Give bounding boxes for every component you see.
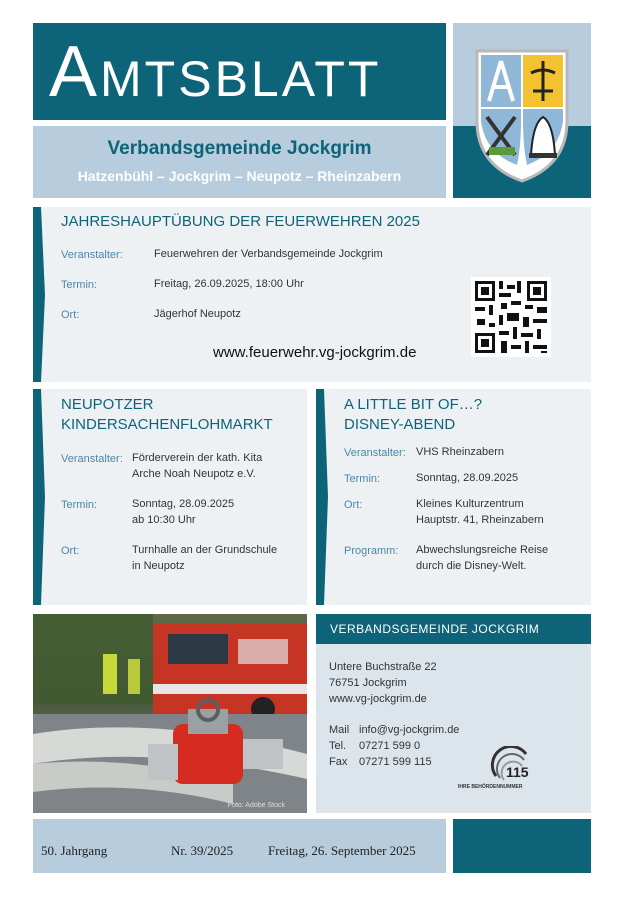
masthead-title-initial: A bbox=[49, 32, 101, 112]
event-row-label: Ort: bbox=[344, 499, 363, 511]
contact-header bbox=[316, 614, 591, 644]
contact-tel: 07271 599 0 bbox=[359, 740, 421, 752]
municipality-banner bbox=[33, 126, 446, 198]
event-row-label: Termin: bbox=[344, 473, 381, 485]
event-row-label: Termin: bbox=[61, 279, 98, 291]
event-card-disney bbox=[316, 389, 591, 605]
event-title: JAHRESHAUPTÜBUNG DER FEUERWEHREN 2025 bbox=[61, 213, 420, 230]
fire-hydrant-photo bbox=[33, 614, 307, 813]
event-website-link[interactable]: www.feuerwehr.vg-jockgrim.de bbox=[213, 344, 417, 361]
event-row-value: Turnhalle an der Grundschule bbox=[132, 544, 278, 556]
card-accent-bar bbox=[316, 389, 328, 605]
masthead-title bbox=[49, 32, 382, 114]
masthead bbox=[33, 23, 446, 120]
municipality-name: Verbandsgemeinde Jockgrim bbox=[107, 138, 372, 159]
photo-illustration bbox=[33, 614, 307, 813]
badge-text: IHRE BEHÖRDENNUMMER bbox=[458, 784, 523, 790]
contact-heading: VERBANDSGEMEINDE JOCKGRIM bbox=[330, 622, 540, 636]
event-title-line: DISNEY-ABEND bbox=[344, 416, 456, 433]
event-title-line: A LITTLE BIT OF…? bbox=[344, 396, 483, 413]
event-row-value: Hauptstr. 41, Rheinzabern bbox=[416, 514, 544, 526]
qr-code-icon[interactable] bbox=[471, 277, 551, 357]
contact-city: 76751 Jockgrim bbox=[329, 677, 407, 689]
contact-tel-label: Tel. bbox=[329, 740, 347, 752]
contact-panel bbox=[316, 644, 591, 813]
event-row-value: durch die Disney-Welt. bbox=[416, 560, 527, 572]
event-card-feuerwehr bbox=[33, 207, 591, 382]
contact-fax: 07271 599 115 bbox=[359, 756, 432, 768]
event-title-line: KINDERSACHENFLOHMARKT bbox=[61, 416, 273, 433]
event-row-value: Feuerwehren der Verbandsgemeinde Jockgrim bbox=[154, 248, 383, 260]
footer-date: Freitag, 26. September 2025 bbox=[268, 843, 416, 858]
event-row-label: Ort: bbox=[61, 309, 80, 321]
event-row-label: Veranstalter: bbox=[61, 249, 123, 261]
event-row-value: Kleines Kulturzentrum bbox=[416, 498, 524, 510]
contact-street: Untere Buchstraße 22 bbox=[329, 661, 437, 673]
coat-of-arms-icon bbox=[471, 47, 573, 187]
event-row-value: Sonntag, 28.09.2025 bbox=[416, 472, 519, 484]
event-card-flohmarkt bbox=[33, 389, 307, 605]
photo-credit: Foto: Adobe Stock bbox=[227, 802, 285, 809]
footer-banner bbox=[33, 819, 446, 873]
contact-website-link[interactable]: www.vg-jockgrim.de bbox=[329, 693, 427, 705]
event-row-value: in Neupotz bbox=[132, 560, 185, 572]
event-row-value: Freitag, 26.09.2025, 18:00 Uhr bbox=[154, 278, 304, 290]
footer-issue: Nr. 39/2025 bbox=[171, 843, 234, 858]
card-accent-bar bbox=[33, 389, 45, 605]
badge-number: 115 bbox=[506, 764, 529, 780]
contact-mail-link[interactable]: info@vg-jockgrim.de bbox=[359, 724, 460, 736]
event-row-value: Förderverein der kath. Kita bbox=[132, 452, 263, 464]
event-row-label: Termin: bbox=[61, 499, 98, 511]
contact-fax-label: Fax bbox=[329, 756, 348, 768]
footer-year: 50. Jahrgang bbox=[41, 843, 108, 858]
event-row-value: ab 10:30 Uhr bbox=[132, 514, 196, 526]
footer-accent-block bbox=[453, 819, 591, 873]
event-row-label: Programm: bbox=[344, 545, 399, 557]
event-row-value: Arche Noah Neupotz e.V. bbox=[132, 468, 256, 480]
event-row-value: Sonntag, 28.09.2025 bbox=[132, 498, 235, 510]
contact-mail-label: Mail bbox=[329, 724, 350, 736]
event-row-value: VHS Rheinzabern bbox=[416, 446, 505, 458]
card-accent-bar bbox=[33, 207, 45, 382]
municipality-towns: Hatzenbühl – Jockgrim – Neupotz – Rheinzabern bbox=[77, 168, 402, 184]
event-row-label: Veranstalter: bbox=[61, 453, 123, 465]
behoerdennummer-badge bbox=[454, 744, 564, 792]
event-row-value: Abwechslungsreiche Reise bbox=[416, 544, 549, 556]
event-row-label: Veranstalter: bbox=[344, 447, 406, 459]
event-row-label: Ort: bbox=[61, 545, 80, 557]
masthead-title-rest: MTSBLATT bbox=[100, 51, 382, 107]
crest-box bbox=[453, 23, 591, 198]
event-row-value: Jägerhof Neupotz bbox=[154, 308, 241, 320]
event-title-line: NEUPOTZER bbox=[61, 396, 154, 413]
